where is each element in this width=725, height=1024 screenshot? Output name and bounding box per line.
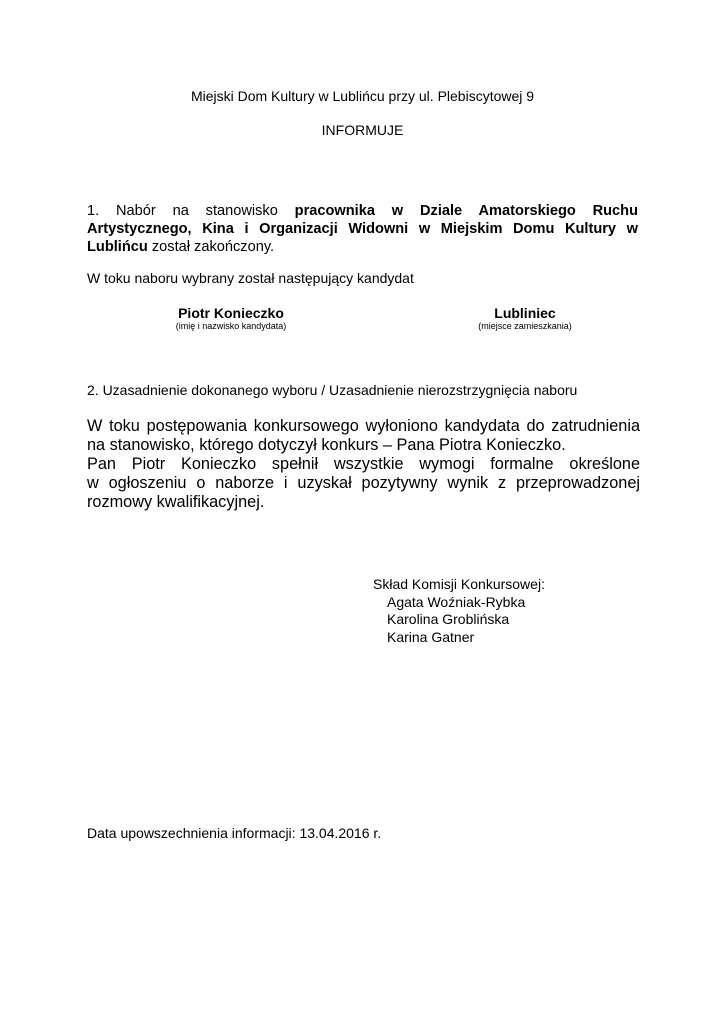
recruitment-notice-paragraph — [87, 202, 638, 256]
position-name: pracownika w Dziale Amatorskiego Ruchu Artystycznego, Kina i Organizacji Widowni w Miejskim Domu Kultury w Lublińcu — [87, 203, 638, 255]
justification-line: rozmowy kwalifikacyjnej. — [87, 493, 265, 511]
committee-block — [373, 576, 545, 646]
candidate-name: Piotr Konieczko — [178, 305, 284, 321]
committee-member: Karina Gatner — [387, 628, 475, 645]
candidate-name-block — [135, 305, 327, 331]
candidate-residence-caption: (miejsce zamieszkania) — [478, 321, 572, 331]
committee-member: Karolina Groblińska — [387, 611, 510, 627]
publication-date: Data upowszechnienia informacji: 13.04.2016 r. — [87, 825, 382, 841]
notice-suffix: został zakończony. — [147, 239, 275, 255]
committee-title: Skład Komisji Konkursowej: — [373, 576, 545, 592]
justification-line: W toku postępowania konkursowego wyłoniono kandydata do zatrudnienia — [87, 417, 640, 435]
candidate-residence: Lubliniec — [494, 305, 556, 321]
selected-candidate-intro: W toku naboru wybrany został następujący kandydat — [87, 270, 414, 286]
candidate-residence-block — [445, 305, 605, 331]
informuje-heading: INFORMUJE — [321, 122, 404, 138]
candidate-name-caption: (imię i nazwisko kandydata) — [175, 321, 287, 331]
justification-heading: 2. Uzasadnienie dokonanego wyboru / Uzasadnienie nierozstrzygnięcia naboru — [87, 382, 578, 398]
justification-line: na stanowisko, którego dotyczył konkurs – Pana Piotra Konieczko. — [87, 436, 566, 454]
justification-line: w ogłoszeniu o naborze i uzyskał pozytywny wynik z przeprowadzonej — [87, 474, 640, 492]
justification-paragraph — [87, 417, 640, 512]
notice-prefix: 1. Nabór na stanowisko — [87, 203, 295, 219]
committee-member: Agata Woźniak-Rybka — [387, 593, 526, 610]
institution-heading: Miejski Dom Kultury w Lublińcu przy ul. Plebiscytowej 9 — [190, 88, 535, 104]
justification-line: Pan Piotr Konieczko spełnił wszystkie wymogi formalne określone — [87, 455, 640, 473]
